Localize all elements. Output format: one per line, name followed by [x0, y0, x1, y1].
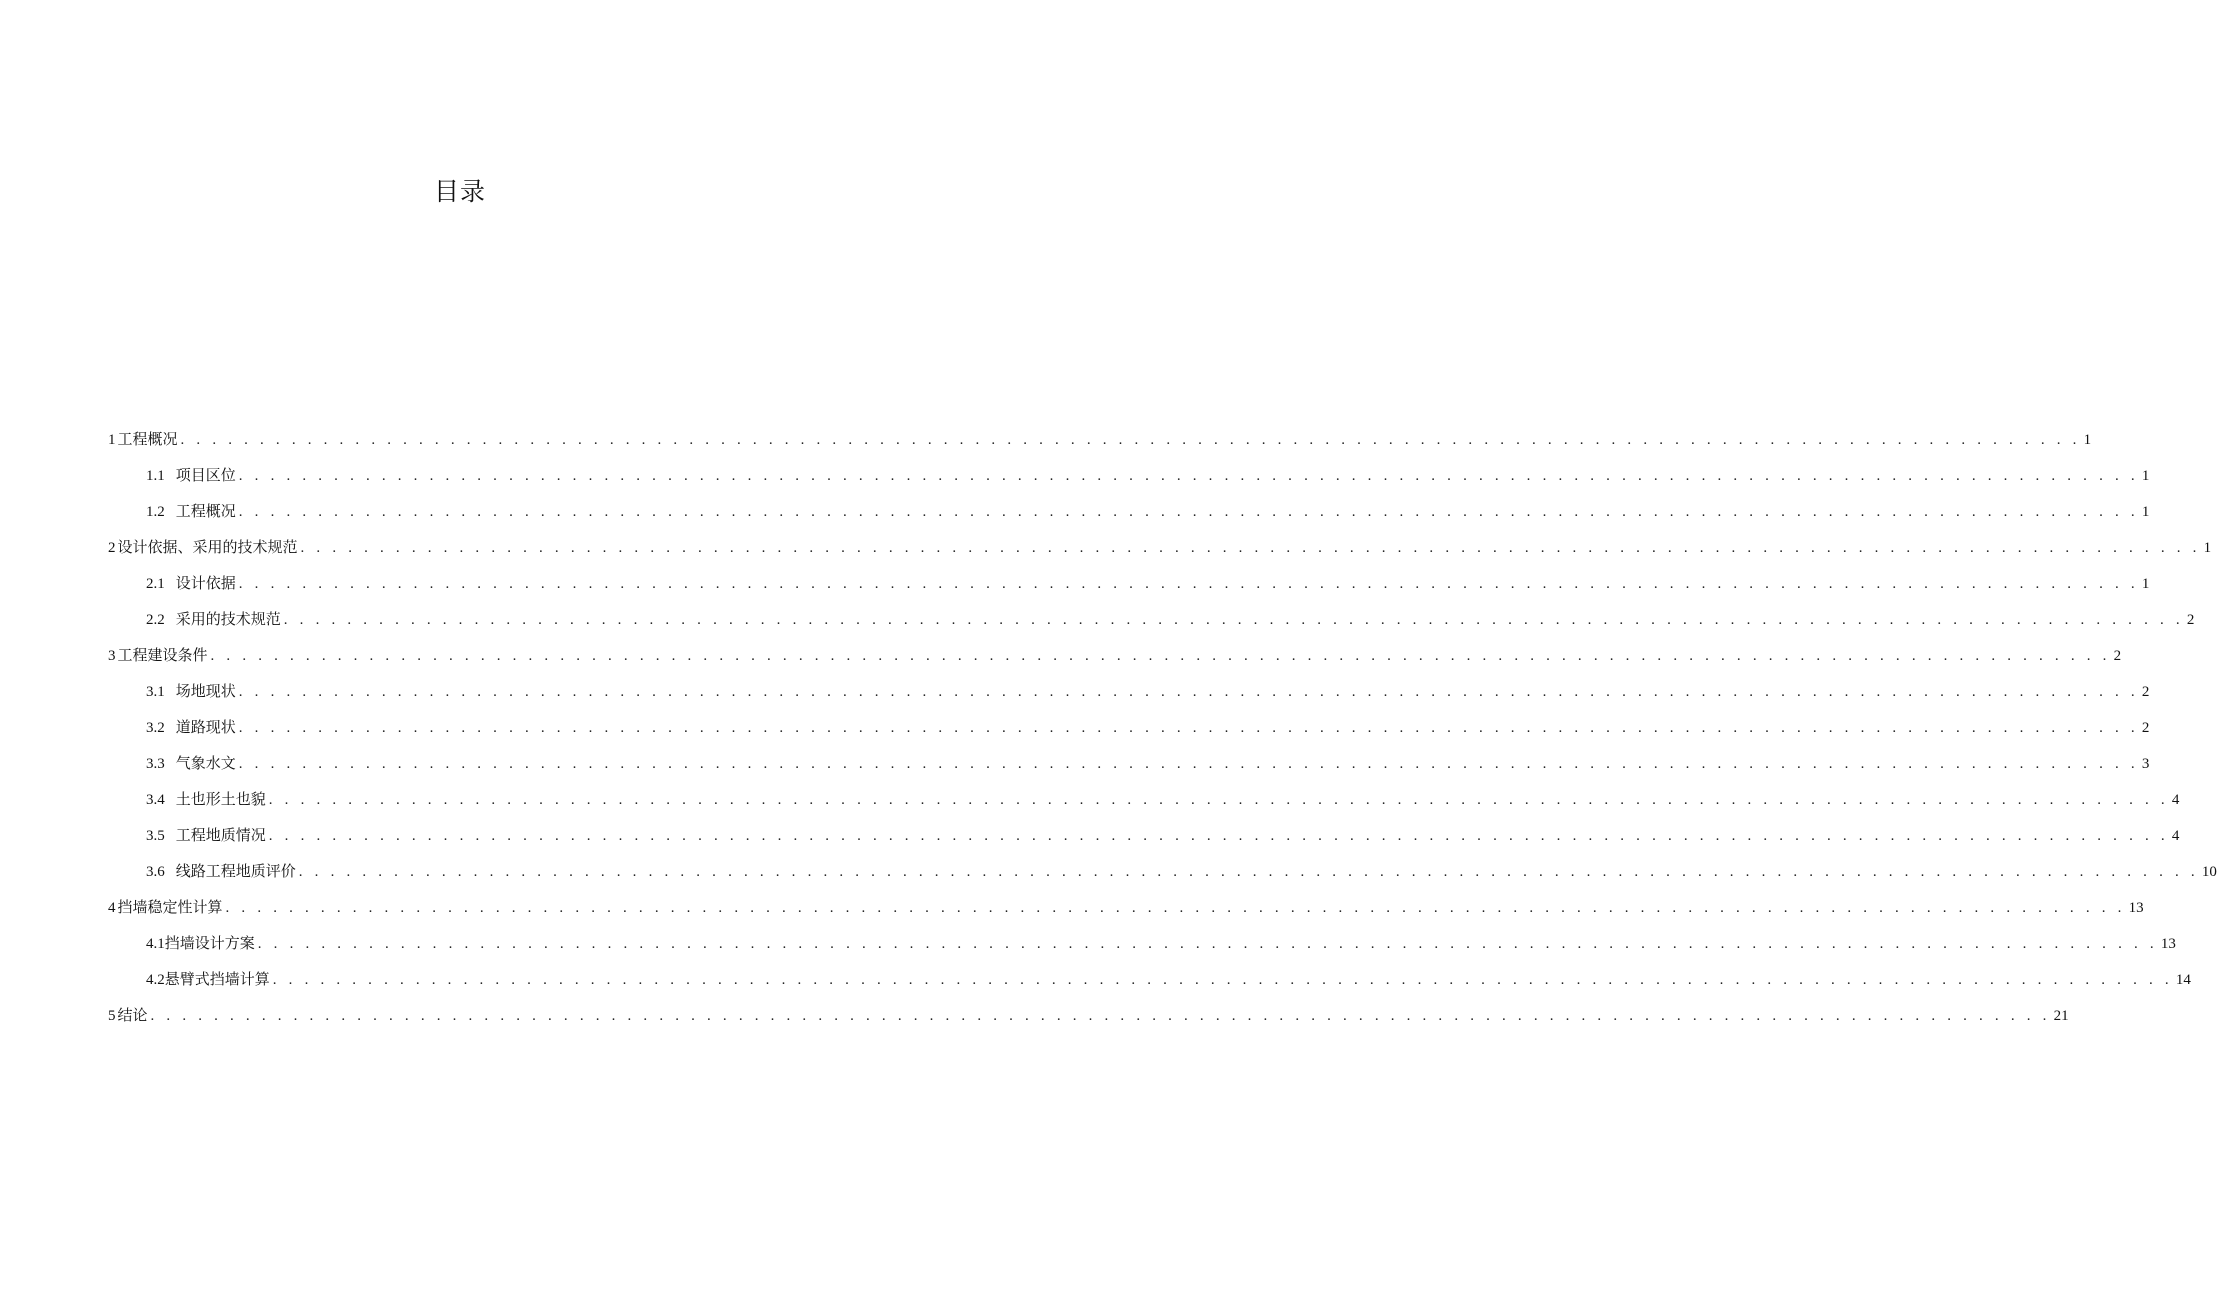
toc-entry-title: 工程地质情况 [175, 828, 266, 844]
toc-entry-number: 4.2 [146, 972, 165, 988]
toc-entry-title: 道路现状 [175, 720, 236, 736]
toc-entry-page-number: 1 [2141, 468, 2150, 484]
toc-entry-page-number: 14 [2175, 972, 2191, 988]
toc-entry-number: 3 [108, 648, 116, 664]
toc-entry-title: 悬臂式挡墙计算 [164, 972, 270, 988]
toc-entry-page-number: 13 [2160, 936, 2176, 952]
toc-dot-leader: . . . . . . . . . . . . . . . . . . . . . . . . . . . . . . . . . . . . . . . . . . . . . . . . . . . . . . . . . . . . . . . . . . . . . . . . . . . . . . . . . . . . . . . . . . . . . . . . . . . . . . . . . . . . . . . . . . . . . . . . [298, 864, 2199, 880]
toc-dot-leader: . . . . . . . . . . . . . . . . . . . . . . . . . . . . . . . . . . . . . . . . . . . . . . . . . . . . . . . . . . . . . . . . . . . . . . . . . . . . . . . . . . . . . . . . . . . . . . . . . . . . . . . . . . . . . . . . . . . . . . . . [238, 576, 2139, 592]
toc-entry-page-number: 4 [2171, 792, 2180, 808]
toc-entry-title: 设计依据 [175, 576, 236, 592]
toc-dot-leader: . . . . . . . . . . . . . . . . . . . . . . . . . . . . . . . . . . . . . . . . . . . . . . . . . . . . . . . . . . . . . . . . . . . . . . . . . . . . . . . . . . . . . . . . . . . . . . . . . . . . . . . . . . . . . . . . . . . . . . . . [210, 648, 2111, 664]
toc-dot-leader: . . . . . . . . . . . . . . . . . . . . . . . . . . . . . . . . . . . . . . . . . . . . . . . . . . . . . . . . . . . . . . . . . . . . . . . . . . . . . . . . . . . . . . . . . . . . . . . . . . . . . . . . . . . . . . . . . . . . . . . . [257, 936, 2158, 952]
toc-entry-page-number: 1 [2141, 504, 2150, 520]
toc-entry-number: 3.1 [146, 684, 165, 700]
toc-entry[interactable] [108, 494, 2150, 530]
toc-entry[interactable] [108, 926, 2176, 962]
toc-entry-number: 3.2 [146, 720, 165, 736]
toc-dot-leader: . . . . . . . . . . . . . . . . . . . . . . . . . . . . . . . . . . . . . . . . . . . . . . . . . . . . . . . . . . . . . . . . . . . . . . . . . . . . . . . . . . . . . . . . . . . . . . . . . . . . . . . . . . . . . . . . . . . . . . . . [238, 504, 2139, 520]
toc-entry[interactable] [108, 638, 2122, 674]
toc-entry-page-number: 21 [2053, 1008, 2069, 1024]
toc-entry-page-number: 10 [2201, 864, 2217, 880]
toc-entry[interactable] [108, 674, 2150, 710]
toc-entry-page-number: 2 [2141, 684, 2150, 700]
toc-entry-title: 项目区位 [175, 468, 236, 484]
toc-entry-page-number: 1 [2141, 576, 2150, 592]
toc-entry-number: 3.3 [146, 756, 165, 772]
page-title: 目录 [433, 179, 486, 206]
toc-entry[interactable] [108, 818, 2180, 854]
toc-entry-page-number: 1 [2203, 540, 2212, 556]
toc-entry-title: 线路工程地质评价 [175, 864, 296, 880]
toc-entry[interactable] [108, 710, 2150, 746]
toc-entry-page-number: 2 [2141, 720, 2150, 736]
toc-entry-number: 1 [108, 432, 116, 448]
toc-entry-page-number: 2 [2186, 612, 2195, 628]
toc-dot-leader: . . . . . . . . . . . . . . . . . . . . . . . . . . . . . . . . . . . . . . . . . . . . . . . . . . . . . . . . . . . . . . . . . . . . . . . . . . . . . . . . . . . . . . . . . . . . . . . . . . . . . . . . . . . . . . . . . . . . . . . . [238, 468, 2139, 484]
toc-entry-number: 3.5 [146, 828, 165, 844]
toc-entry[interactable] [108, 746, 2150, 782]
toc-dot-leader: . . . . . . . . . . . . . . . . . . . . . . . . . . . . . . . . . . . . . . . . . . . . . . . . . . . . . . . . . . . . . . . . . . . . . . . . . . . . . . . . . . . . . . . . . . . . . . . . . . . . . . . . . . . . . . . . . . . . . . . . [238, 684, 2139, 700]
toc-entry-title: 气象水文 [175, 756, 236, 772]
toc-entry-title: 工程概况 [175, 504, 236, 520]
toc-entry-number: 2.1 [146, 576, 165, 592]
toc-entry-page-number: 4 [2171, 828, 2180, 844]
toc-entry-title: 采用的技术规范 [175, 612, 281, 628]
toc-entry[interactable] [108, 962, 2191, 998]
toc-entry[interactable] [108, 602, 2195, 638]
toc-dot-leader: . . . . . . . . . . . . . . . . . . . . . . . . . . . . . . . . . . . . . . . . . . . . . . . . . . . . . . . . . . . . . . . . . . . . . . . . . . . . . . . . . . . . . . . . . . . . . . . . . . . . . . . . . . . . . . . . . . . . . . . . [300, 540, 2201, 556]
toc-dot-leader: . . . . . . . . . . . . . . . . . . . . . . . . . . . . . . . . . . . . . . . . . . . . . . . . . . . . . . . . . . . . . . . . . . . . . . . . . . . . . . . . . . . . . . . . . . . . . . . . . . . . . . . . . . . . . . . . . . . . . . . . [180, 432, 2081, 448]
toc-entry-number: 2.2 [146, 612, 165, 628]
toc-entry-number: 5 [108, 1008, 116, 1024]
toc-entry-number: 4 [108, 900, 116, 916]
toc-entry-number: 3.4 [146, 792, 165, 808]
toc-entry-title: 工程概况 [117, 432, 178, 448]
toc-entry[interactable] [108, 458, 2150, 494]
toc-entry[interactable] [108, 566, 2150, 602]
table-of-contents [108, 422, 2217, 1034]
toc-entry-title: 工程建设条件 [117, 648, 208, 664]
toc-entry-page-number: 13 [2128, 900, 2144, 916]
toc-dot-leader: . . . . . . . . . . . . . . . . . . . . . . . . . . . . . . . . . . . . . . . . . . . . . . . . . . . . . . . . . . . . . . . . . . . . . . . . . . . . . . . . . . . . . . . . . . . . . . . . . . . . . . . . . . . . . . . . . . . . . . . . [238, 756, 2139, 772]
toc-entry-title: 土也形土也貌 [175, 792, 266, 808]
toc-entry-title: 结论 [117, 1008, 148, 1024]
toc-dot-leader: . . . . . . . . . . . . . . . . . . . . . . . . . . . . . . . . . . . . . . . . . . . . . . . . . . . . . . . . . . . . . . . . . . . . . . . . . . . . . . . . . . . . . . . . . . . . . . . . . . . . . . . . . . . . . . . . . . . . . . . . [283, 612, 2184, 628]
toc-entry-number: 1.2 [146, 504, 165, 520]
toc-entry-page-number: 1 [2083, 432, 2092, 448]
toc-dot-leader: . . . . . . . . . . . . . . . . . . . . . . . . . . . . . . . . . . . . . . . . . . . . . . . . . . . . . . . . . . . . . . . . . . . . . . . . . . . . . . . . . . . . . . . . . . . . . . . . . . . . . . . . . . . . . . . . . . . . . . . . [238, 720, 2139, 736]
toc-entry-title: 设计依据、采用的技术规范 [117, 540, 298, 556]
toc-dot-leader: . . . . . . . . . . . . . . . . . . . . . . . . . . . . . . . . . . . . . . . . . . . . . . . . . . . . . . . . . . . . . . . . . . . . . . . . . . . . . . . . . . . . . . . . . . . . . . . . . . . . . . . . . . . . . . . . . . . . . . . . [268, 828, 2169, 844]
toc-entry-number: 4.1 [146, 936, 165, 952]
toc-entry-number: 1.1 [146, 468, 165, 484]
toc-entry[interactable] [108, 854, 2217, 890]
toc-entry[interactable] [108, 530, 2212, 566]
toc-entry-number: 3.6 [146, 864, 165, 880]
toc-dot-leader: . . . . . . . . . . . . . . . . . . . . . . . . . . . . . . . . . . . . . . . . . . . . . . . . . . . . . . . . . . . . . . . . . . . . . . . . . . . . . . . . . . . . . . . . . . . . . . . . . . . . . . . . . . . . . . . . . . . . . . . . [150, 1008, 2051, 1024]
toc-dot-leader: . . . . . . . . . . . . . . . . . . . . . . . . . . . . . . . . . . . . . . . . . . . . . . . . . . . . . . . . . . . . . . . . . . . . . . . . . . . . . . . . . . . . . . . . . . . . . . . . . . . . . . . . . . . . . . . . . . . . . . . . [272, 972, 2173, 988]
toc-entry-page-number: 3 [2141, 756, 2150, 772]
toc-entry-title: 挡墙设计方案 [164, 936, 255, 952]
toc-entry-title: 场地现状 [175, 684, 236, 700]
toc-entry[interactable] [108, 782, 2180, 818]
toc-entry-number: 2 [108, 540, 116, 556]
toc-entry[interactable] [108, 998, 2069, 1034]
toc-dot-leader: . . . . . . . . . . . . . . . . . . . . . . . . . . . . . . . . . . . . . . . . . . . . . . . . . . . . . . . . . . . . . . . . . . . . . . . . . . . . . . . . . . . . . . . . . . . . . . . . . . . . . . . . . . . . . . . . . . . . . . . . [268, 792, 2169, 808]
toc-dot-leader: . . . . . . . . . . . . . . . . . . . . . . . . . . . . . . . . . . . . . . . . . . . . . . . . . . . . . . . . . . . . . . . . . . . . . . . . . . . . . . . . . . . . . . . . . . . . . . . . . . . . . . . . . . . . . . . . . . . . . . . . [225, 900, 2126, 916]
toc-entry-page-number: 2 [2113, 648, 2122, 664]
toc-entry-title: 挡墙稳定性计算 [117, 900, 223, 916]
toc-entry[interactable] [108, 422, 2092, 458]
toc-entry[interactable] [108, 890, 2144, 926]
